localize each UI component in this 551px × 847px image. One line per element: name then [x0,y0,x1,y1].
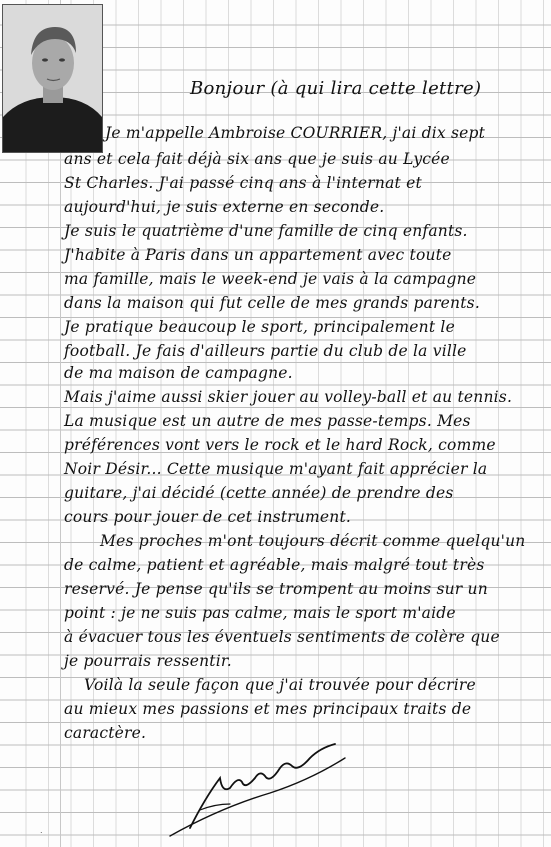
letter-line: La musique est un autre de mes passe-temps. Mes [64,412,471,430]
letter-line: St Charles. J'ai passé cinq ans à l'internat et [64,174,422,192]
stray-mark: . [40,826,43,835]
letter-line: reservé. Je pense qu'ils se trompent au moins sur un [64,580,488,598]
letter-line: Voilà la seule façon que j'ai trouvée pour décrire [84,676,476,694]
letter-line: ma famille, mais le week-end je vais à la campagne [64,270,477,288]
letter-greeting: Bonjour (à qui lira cette lettre) [190,78,482,99]
letter-line: Je pratique beaucoup le sport, principalement le [64,318,455,336]
letter-line: J'habite à Paris dans un appartement avec toute [64,246,452,264]
letter-line: Noir Désir... Cette musique m'ayant fait apprécier la [64,460,488,478]
letter-line: au mieux mes passions et mes principaux traits de [64,700,472,718]
letter-line: ans et cela fait déjà six ans que je suis au Lycée [64,150,450,168]
letter-line: de calme, patient et agréable, mais malgré tout très [64,556,485,574]
letter-line: cours pour jouer de cet instrument. [64,508,352,526]
letter-line: Je m'appelle Ambroise COURRIER, j'ai dix sept [105,124,486,142]
letter-line: Mais j'aime aussi skier jouer au volley-ball et au tennis. [64,388,513,406]
letter-line: guitare, j'ai décidé (cette année) de prendre des [64,484,454,502]
letter-line: préférences vont vers le rock et le hard Rock, comme [64,436,496,454]
letter-line: football. Je fais d'ailleurs partie du club de la ville [64,342,467,360]
letter-line: Mes proches m'ont toujours décrit comme quelqu'un [100,532,526,550]
handwritten-signature [160,738,360,838]
letter-line: de ma maison de campagne. [64,364,293,382]
letter-line: aujourd'hui, je suis externe en seconde. [64,198,385,216]
letter-line: point : je ne suis pas calme, mais le sport m'aide [64,604,456,622]
letter-line: Je suis le quatrième d'une famille de cinq enfants. [64,222,468,240]
portrait-photo [2,4,103,153]
letter-line: dans la maison qui fut celle de mes grands parents. [64,294,480,312]
letter-line: je pourrais ressentir. [64,652,232,670]
letter-line: caractère. [64,724,147,742]
letter-line: à évacuer tous les éventuels sentiments de colère que [64,628,500,646]
